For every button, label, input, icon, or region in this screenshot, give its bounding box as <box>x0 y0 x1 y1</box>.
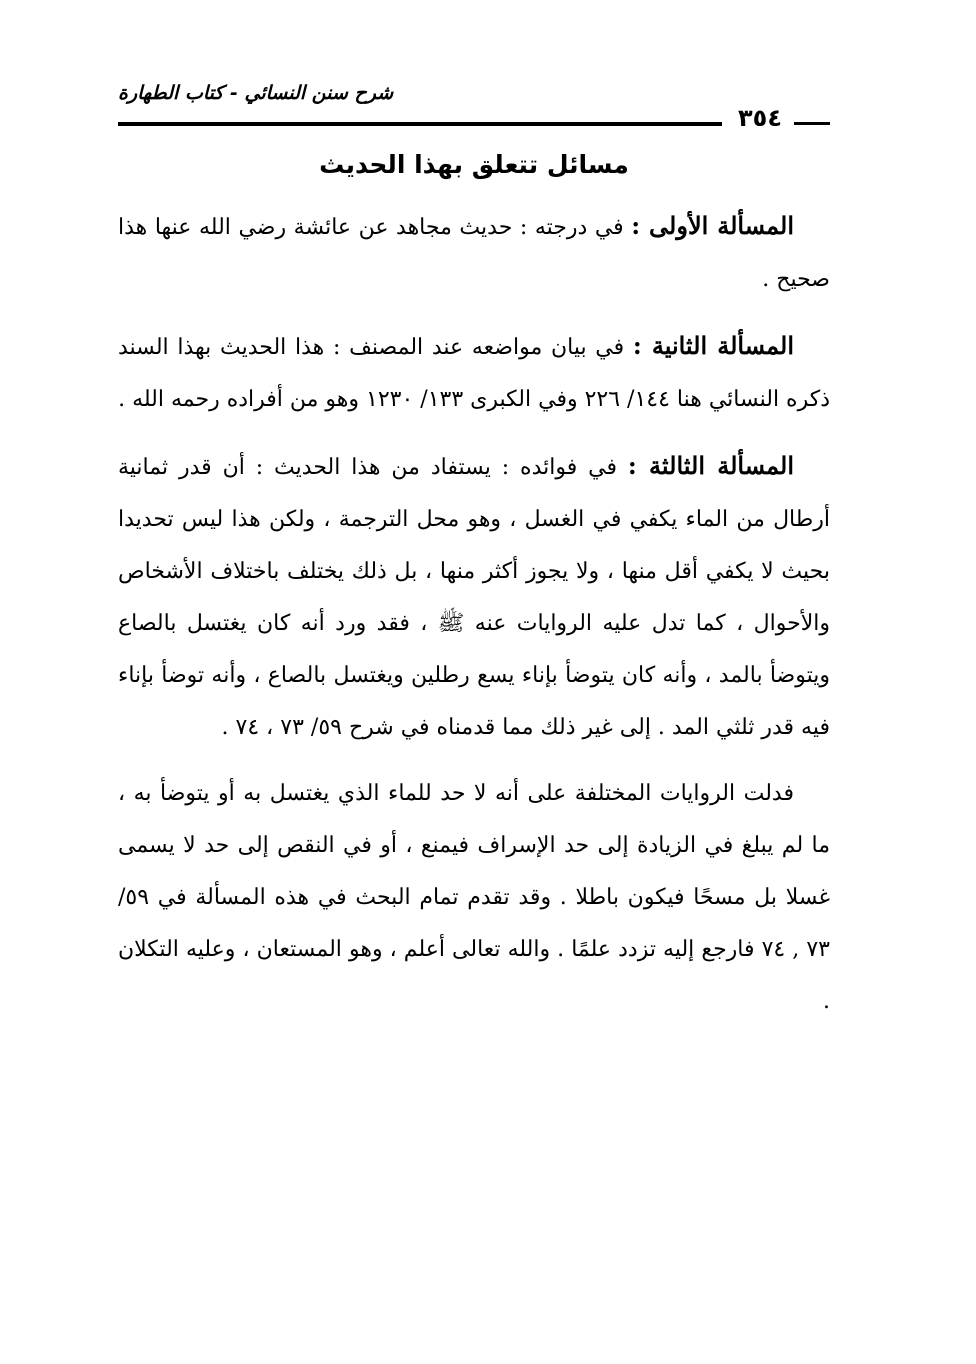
page-header <box>118 82 830 132</box>
closing-paragraph: فدلت الروايات المختلفة على أنه لا حد للماء الذي يغتسل به أو يتوضأ به ، ما لم يبلغ في الزيادة إلى حد الإسراف فيمنع ، أو في النقص إلى حد لا يسمى غسلا بل مسحًا فيكون باطلا . وقد تقدم تمام البحث في هذه المسألة في ٥٩/ ٧٣ , ٧٤ فارجع إليه تزدد علمًا . والله تعالى أعلم ، وهو المستعان ، وعليه التكلان . <box>118 781 830 1014</box>
issue-paragraph-1 <box>118 200 830 306</box>
issue-paragraph-2 <box>118 320 830 426</box>
issue-paragraph-3 <box>118 440 830 754</box>
page-number-dash <box>794 122 830 125</box>
issue-label: المسألة الثالثة : <box>627 451 794 480</box>
issue-text: في بيان مواضعه عند المصنف : هذا الحديث بهذا السند ذكره النسائي هنا ١٤٤/ ٢٢٦ وفي الكبرى ١٣٣/ ١٢٣٠ وهو من أفراده رحمه الله . <box>118 335 830 412</box>
issue-label: المسألة الأولى : <box>631 211 794 240</box>
issue-label: المسألة الثانية : <box>632 331 794 360</box>
page-number: ٣٥٤ <box>738 104 782 132</box>
body-text <box>118 200 830 1042</box>
issue-text: في درجته : حديث مجاهد عن عائشة رضي الله عنها هذا صحيح . <box>118 215 830 292</box>
running-book-title: شرح سنن النسائي - كتاب الطهارة <box>118 82 394 104</box>
header-rule <box>118 122 722 126</box>
issue-text: في فوائده : يستفاد من هذا الحديث : أن قدر ثمانية أرطال من الماء يكفي في الغسل ، وهو محل الترجمة ، ولكن هذا ليس تحديدا بحيث لا يكفي أقل منها ، ولا يجوز أكثر منها ، بل ذلك يختلف باختلاف الأشخاص والأحوال ، كما تدل عليه الروايات عنه ﷺ ، فقد ورد أنه كان يغتسل بالصاع ويتوضأ بالمد ، وأنه كان يتوضأ بإناء يسع رطلين ويغتسل بالصاع ، وأنه توضأ بإناء فيه قدر ثلثي المد . إلى غير ذلك مما قدمناه في شرح ٥٩/ ٧٣ ، ٧٤ . <box>118 455 830 740</box>
section-heading: مسائل تتعلق بهذا الحديث <box>319 150 629 179</box>
